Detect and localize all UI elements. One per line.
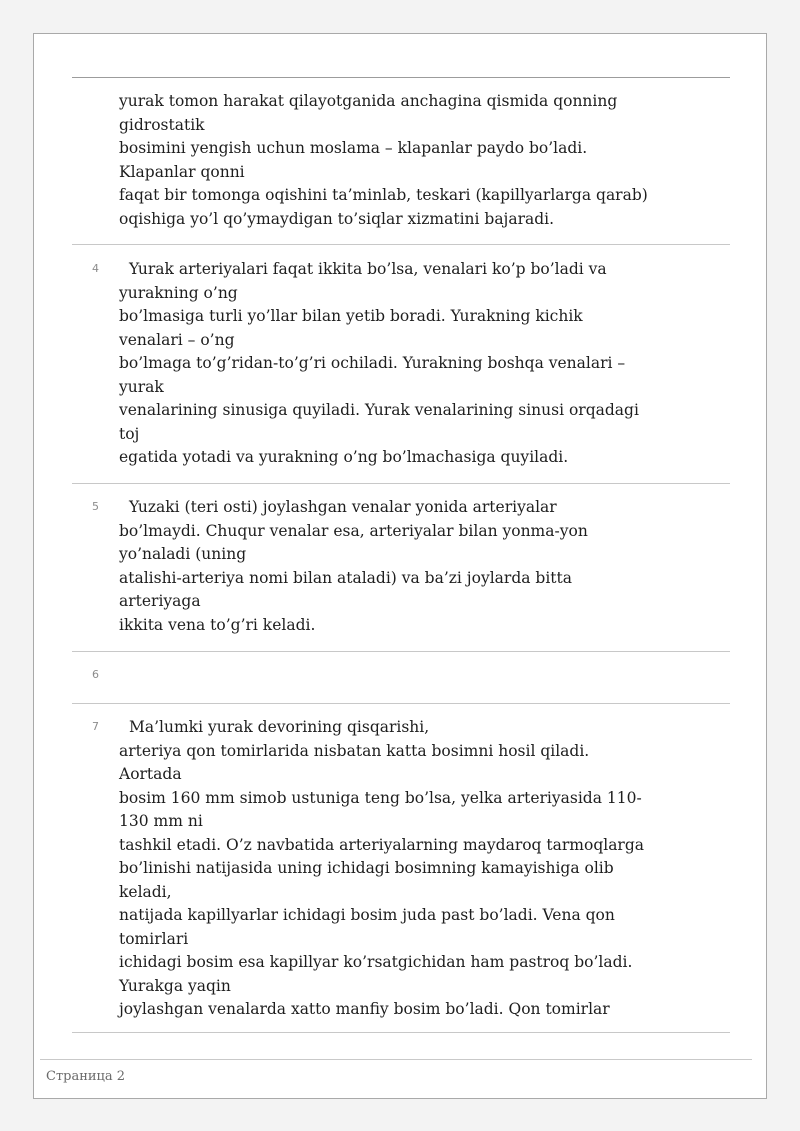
text-line: keladi, <box>119 882 172 901</box>
document-page <box>33 33 767 1099</box>
paragraph-divider <box>72 703 730 704</box>
text-line: yurak <box>119 377 164 396</box>
text-line: yurakning o’ng <box>119 283 238 302</box>
paragraph-number: 6 <box>92 668 99 681</box>
text-line: Yuzaki (teri osti) joylashgan venalar yonida arteriyalar <box>129 498 557 516</box>
text-line: atalishi-arteriya nomi bilan ataladi) va ba’zi joylarda bitta <box>119 568 572 587</box>
text-line: Ma’lumki yurak devorining qisqarishi, <box>129 718 430 736</box>
text-line: oqishiga yo’l qo’ymaydigan to’siqlar xizmatini bajaradi. <box>119 209 555 228</box>
text-line: bo’lmasiga turli yo’llar bilan yetib boradi. Yurakning kichik <box>119 307 583 325</box>
text-line: bosimini yengish uchun moslama – klapanlar paydo bo’ladi. <box>119 139 588 157</box>
text-line: ichidagi bosim esa kapillyar ko’rsatgichidan ham pastroq bo’ladi. <box>119 953 633 971</box>
paragraph-number: 4 <box>92 262 99 275</box>
paragraph-divider <box>72 77 730 78</box>
paragraph-divider <box>72 483 730 484</box>
paragraph-4 <box>119 258 679 470</box>
text-line: Yurakga yaqin <box>119 976 231 995</box>
page-footer-label: Страница 2 <box>46 1069 126 1084</box>
text-line: bo’lmaga to’g’ridan-to’g’ri ochiladi. Yurakning boshqa venalari – <box>119 354 626 372</box>
paragraph-number: 7 <box>92 720 99 733</box>
paragraph-7 <box>119 716 679 1022</box>
text-line: arteriyaga <box>119 592 201 610</box>
text-line: bosim 160 mm simob ustuniga teng bo’lsa, yelka arteriyasida 110- <box>119 788 642 807</box>
text-line: bo’linishi natijasida uning ichidagi bosimning kamayishiga olib <box>119 859 614 877</box>
footer-divider <box>40 1059 752 1060</box>
text-line: yurak tomon harakat qilayotganida anchagina qismida qonning <box>119 92 618 110</box>
text-line: Klapanlar qonni <box>119 162 245 181</box>
text-line: 130 mm ni <box>119 812 203 830</box>
text-line: toj <box>119 424 140 443</box>
text-line: Aortada <box>119 765 182 783</box>
text-line: venalari – o’ng <box>119 330 235 349</box>
text-line: Yurak arteriyalari faqat ikkita bo’lsa, venalari ko’p bo’ladi va <box>129 260 607 278</box>
text-line: yo’naladi (uning <box>119 545 247 563</box>
paragraph-divider <box>72 651 730 652</box>
text-line: tashkil etadi. O’z navbatida arteriyalarning maydaroq tarmoqlarga <box>119 835 645 854</box>
text-line: egatida yotadi va yurakning o’ng bo’lmachasiga quyiladi. <box>119 448 569 466</box>
text-line: tomirlari <box>119 929 189 948</box>
text-line: ikkita vena to’g’ri keladi. <box>119 615 316 634</box>
text-line: faqat bir tomonga oqishini ta’minlab, teskari (kapillyarlarga qarab) <box>119 186 648 204</box>
text-line: gidrostatik <box>119 115 205 134</box>
text-line: venalarining sinusiga quyiladi. Yurak venalarining sinusi orqadagi <box>119 401 639 419</box>
paragraph-divider <box>72 244 730 245</box>
paragraph-number: 5 <box>92 500 99 513</box>
text-line: bo’lmaydi. Chuqur venalar esa, arteriyalar bilan yonma-yon <box>119 521 588 540</box>
paragraph-divider <box>72 1032 730 1033</box>
text-line: arteriya qon tomirlarida nisbatan katta bosimni hosil qiladi. <box>119 741 590 760</box>
text-line: joylashgan venalarda xatto manfiy bosim bo’ladi. Qon tomirlar <box>119 1000 610 1018</box>
paragraph-continuation <box>119 90 679 231</box>
paragraph-5 <box>119 496 679 637</box>
text-line: natijada kapillyarlar ichidagi bosim juda past bo’ladi. Vena qon <box>119 906 615 924</box>
